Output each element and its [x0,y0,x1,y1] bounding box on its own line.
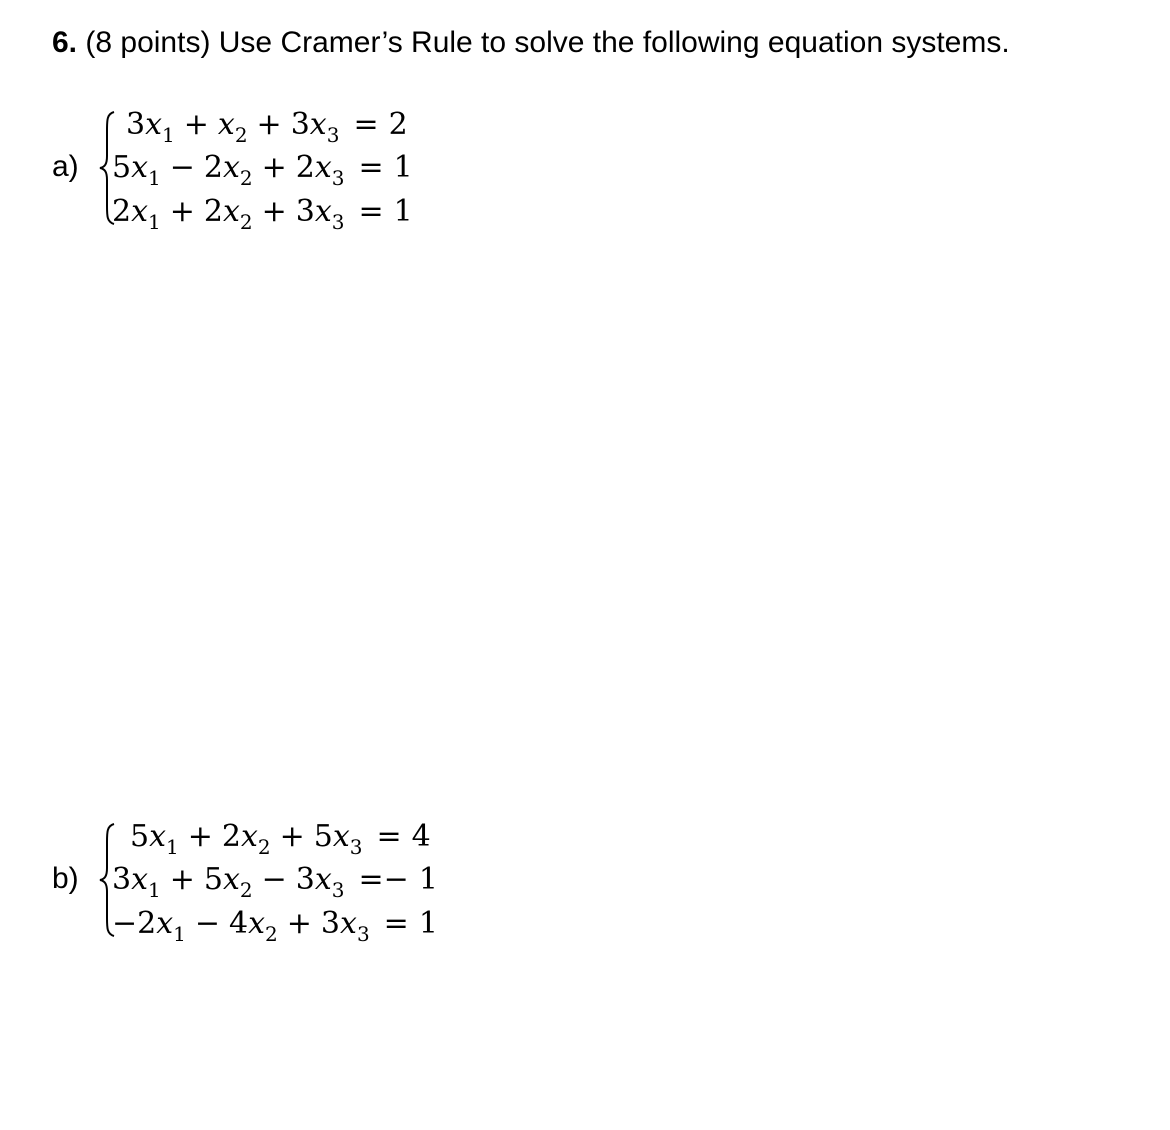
question-text: (8 points) Use Cramer’s Rule to solve the following equation systems. [85,26,1010,59]
part-b-equation-2: $3x_1 + 5x_2 - 3x_3 =- 1$ [112,862,438,902]
part-a-equation-2: $5x_1 - 2x_2 + 2x_3 = 1$ [112,150,413,190]
question-header [52,26,1010,60]
question-number: 6. [52,26,78,59]
part-a-label: a) [52,150,79,183]
part-b-label: b) [52,862,79,895]
part-a-equation-1: $3x_1 + x_2 + 3x_3 = 2$ [126,107,408,147]
part-a-equation-3: $2x_1 + 2x_2 + 3x_3 = 1$ [112,194,413,234]
part-b-equation-3: $-2x_1 - 4x_2 + 3x_3 = 1$ [112,906,438,946]
part-b-equation-1: $5x_1 + 2x_2 + 5x_3 = 4$ [130,819,431,859]
